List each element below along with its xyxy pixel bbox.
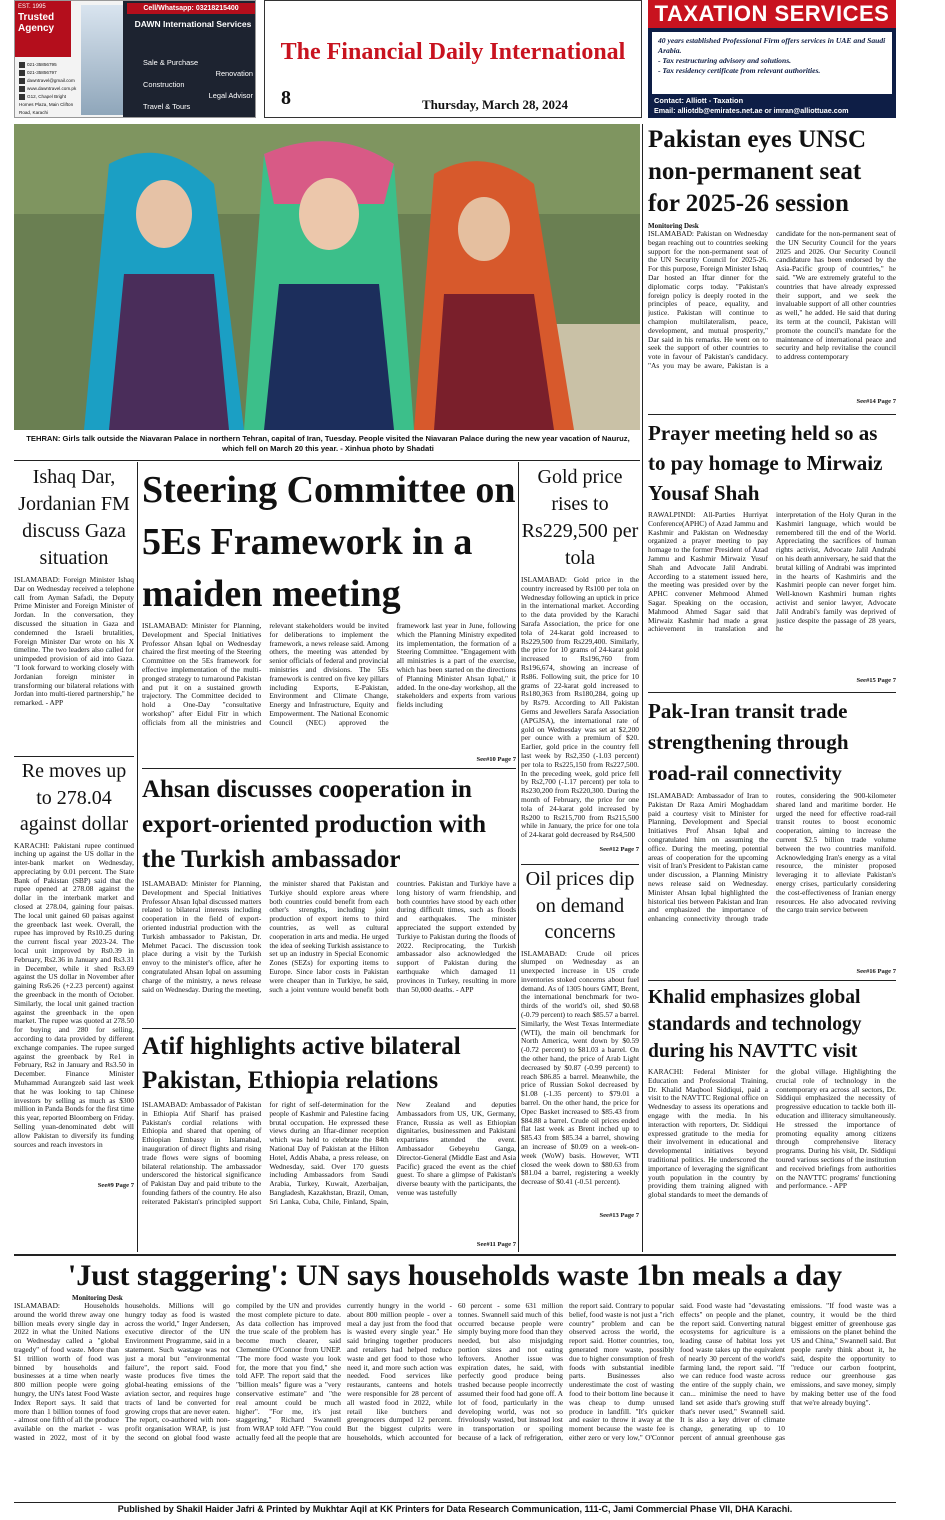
agency-phone-bar: Cell/Whatsapp: 03218215400 xyxy=(127,3,255,14)
newspaper-title: The Financial Daily International xyxy=(280,39,626,65)
agency-logo: EST. 1995 Trusted Agency xyxy=(15,1,71,57)
continuation-ref: See#16 Page 7 xyxy=(856,968,896,975)
headline-turkish: Ahsan discusses cooperation in export-oriented production with the Turkish ambassador xyxy=(142,776,486,873)
continuation-ref: See#10 Page 7 xyxy=(476,756,516,763)
masthead xyxy=(264,0,642,118)
article-body: ISLAMABAD: Gold price in the country increased by Rs100 per tola on Wednesday following an uptick in price in the international market. According to the data provided by the Karachi Sarafa Association, the price for one tola of 24-karat gold increased to Rs229,500 from Rs229,400. Similarly, the price for 10 grams of 24-karat gold increased to Rs196,760 from Rs196,674, showing an increase of Rs86. Following suit, the price for 10 grams of 22-karat gold increased to Rs180,363 from Rs180,284, going up by Rs79. According to All Pakistan Gems and Jewellers Sarafa Association (APGJSA), the international rate of gold on Wednesday was set at $2,200 per ounce with a premium of $20. Earlier, gold price in the country fell last week by Rs2,350 (-1.03 percent) per tola to Rs225,150 from Rs227,500. In the preceding week, gold price fell by Rs2,700 (-1.17 percent) per tola to Rs230,200 from Rs220,300. During the month of February, the price for one tola of 24-karat gold increased by Rs200 to Rs215,700 from Rs215,500 while in January, the price for one tola of 24-karat gold decreased by Rs4,500 xyxy=(521,576,639,840)
article-body: ISLAMABAD: Ambassador of Pakistan in Ethiopia Atif Sharif has praised Pakistan's cordial relations with Ethiopia and shared that opening of Ethiopian Embassy in Islamabad, inauguration of direct flights and rising trade flows were signs of booming bilateral relationship. The ambassador underscored the historical significance of Pakistan Day and paid tribute to the founding fathers of the country. He also reiterated Pakistan's principled support for right of self-determination for the people of Kashmir and Palestine facing brutal occupation. He expressed these views during an Iftar-dinner reception which was held to celebrate the 84th National Day of Pakistan at the Hilton Hotel, Addis Ababa, a press release, on Wednesday, said. Over 170 guests including Ambassadors from Saudi Arabia, Turkey, Kuwait, Azerbaijan, Bangladesh, Kazakhstan, Brazil, Oman, Sri Lanka, Cuba, Chile, Finland, Spain, New Zealand and deputies Ambassadors from US, UK, Germany, France, Russia as well as Ethiopian dignitaries, businessmen and Pakistani expatriates attended the event. Ambassador Gebeyehu Ganga, Director-General (Middle East and Asia Pacific) graced the event as the chief guest. To share a glimpse of Pakistan's diverse beauty with the participants, the venue was tastefully xyxy=(142,1101,516,1206)
photo-illustration xyxy=(14,124,640,430)
headline-unsc: Pakistan eyes UNSC non-permanent seat for 2025-26 session xyxy=(648,126,867,217)
article-body: ISLAMABAD: Minister for Planning, Development and Special Initiatives Professor Ahsan Iqbal on Wednesday chaired the first meeting of the Steering Committee on the 5Es framework for effective implementation of the multi-pronged strategy to turnaround Pakistan and put it on a sustained growth trajectory. The Committee decided to hold a One-Day "consultative workshop" after Eidul Fitr in which officials from all the ministries and relevant stakeholders would be invited for deliberations to implement the framework, a news release said. Among others, the meeting was attended by senior officials of federal and provincial ministries and divisions. The 5Es framework is centred on five key pillars including Exports, E-Pakistan, Environment and Climate Change, Energy and Infrastructure, Equity and Empowerment. The National Economic Council (NEC) approved the framework last year in June, following which the Planning Ministry expedited its implementation, the formation of a Steering Committee. "Engagement with all ministries is a part of the exercise, which has been started on the directions of Planning Minister Ahsan Iqbal," it added. In the one-day workshop, all the stakeholders and experts from various fields including xyxy=(142,622,516,727)
article-body: ISLAMABAD: Pakistan on Wednesday began reaching out to countries seeking support for the non-permanent seat of the UN Security Council for 2025-26. For this purpose, Foreign Minister Ishaq Dar hosted an Iftar dinner for the diplomatic corps today. "Pakistan's foreign policy is deeply rooted in the principles of peace, equality, and justice. Pakistan will continue to champion multilateralism, peace, development, and mutual prosperity," Dar said in his remarks. He went on to seek the support of other countries to vote in favour of Pakistan's candidacy. "As you may be aware, Pakistan is a candidate for the non-permanent seat of the UN Security Council for the years 2025 and 2026. Our Security Council candidature has been endorsed by the Asia-Pacific group of countries," he said. "We are extremely grateful to the countries that have already expressed their support, and we seek the invaluable support of all other countries as well," he added. He said that during its term at the council, Pakistan will promote the council's mandate for the maintenance of international peace and security and help revitalise the council to address contemporary xyxy=(648,230,896,370)
continuation-ref: See#14 Page 7 xyxy=(856,398,896,405)
continuation-ref: See#9 Page 7 xyxy=(97,1181,134,1189)
article-food-waste xyxy=(14,1258,896,1500)
article-body: ISLAMABAD: Crude oil prices slumped on Wednesday as an unexpected increase in US crude inventories stoked concerns about fuel demand. As of 1305 hours GMT, Brent, the international benchmark for two-thirds of the world's oil, shed $0.68 (-0.79 percent) to reach $85.57 a barrel. Similarly, the West Texas Intermediate (WTI), the main oil benchmark for North America, went down by $0.59 (-0.72 percent) to $81.03 a barrel. On the other hand, the price of Arab Light decreased by $0.87 (-0.99 percent) to reach $86.85 a barrel. Meanwhile, the price of Russian Sokol decreased by $1.08 (-1.35 percent) to $79.01 a barrel. On the other hand, the price for Opec Basket increased to $85.43 from $84.88 a barrel. Crude oil prices ended flat last week as Brent inched up to $85.43 from $85.34 a barrel, showing an increase of $0.09 on a week-on-week (WoW) basis. However, WTI closed the week down to $80.63 from $81.04 a barrel, registering a weekly decrease of $0.41 (-0.51 percent). xyxy=(521,949,639,1187)
headline-gaza: Ishaq Dar, Jordanian FM discuss Gaza situation xyxy=(18,466,130,569)
page-number: 8 xyxy=(281,87,291,109)
article-rupee xyxy=(14,758,134,1250)
email-icon xyxy=(19,78,25,84)
agency-company-name: DAWN International Services xyxy=(134,19,252,29)
article-body: RAWALPINDI: All-Parties Hurriyat Conference(APHC) of Azad Jammu and Kashmir and Pakistan on Wednesday organized a prayer meeting to pay homage to the former President of Azad Jammu and Kashmir Mirwaiz Yusuf Shah and Advocate Jalil Andrabi. According to a statement issued here, the meeting was presided over by the APHC convener Mehmood Ahmed Sagar. Speaking on the occasion, Mahmood Ahmed Sagar said that Mirwaiz Kashmir had made a great achievement in translation and interpretation of the Holy Quran in the Kashmiri language, which would be remembered till the end of the World. Appreciating the sacrifices of human rights activist, Advocate Jalil Andrabi on his death anniversary, he said that the brutal killing of Andrabi was imprinted in the hearts of Kashmiris and the Kashmiri people can never forget him. Well-known Kashmiri human rights activist and senior lawyer, Advocate Jalil Andrabi's family was deprived of justice despite the passage of 28 years, he xyxy=(648,511,896,634)
byline: Monitoring Desk xyxy=(72,1294,123,1302)
headline-steering: Steering Committee on 5Es Framework in a maiden meeting xyxy=(142,469,516,615)
headline-navttc: Khalid emphasizes global standards and technology during his NAVTTC visit xyxy=(648,987,862,1062)
byline: Monitoring Desk xyxy=(648,222,699,230)
ad-trusted-agency xyxy=(14,0,256,118)
tax-ad-title: TAXATION SERVICES xyxy=(648,0,896,28)
continuation-ref: See#15 Page 7 xyxy=(856,677,896,684)
article-unsc xyxy=(648,124,896,412)
article-body: ISLAMABAD: Ambassador of Iran to Pakistan Dr Raza Amiri Moghaddam paid a courtesy visit to Minister for Planning, Development and Special Initiatives Prof Ahsan Iqbal and congratulated him on assuming the office. During the meeting, potential areas of cooperation for the upcoming visit of Iran's President to Pakistan came under discussion, a Planning Ministry news release said on Wednesday. Minister Ahsan Iqbal highlighted the historical ties between Pakistan and Iran and emphasized the importance of enhancing connectivity through trade routes, considering the 900-kilometer shared land and maritime border. He urged the need for effective road-rail transit routes to boost economic cooperation, aiming to increase the current $2.5 billion trade volume between the two countries manifold. Acknowledging Iran's energy as a vital resource, the minister proposed leveraging it to alleviate Pakistan's energy crises, particularly considering the cost-effectiveness of Iranian energy resources. He also advocated reviving the cargo train service between xyxy=(648,792,896,924)
article-body: ISLAMABAD: Minister for Planning, Development and Special Initiatives Professor Ahsan Iqbal discussed matters related to bilateral interests including cooperation in the field of export-oriented industrial production with the Turkish ambassador to Pakistan, Dr. Mehmet Pacaci. The discussion took place during a visit by the Turkish envoy to the minister's office, after he congratulated Ahsan Iqbal on assuming charge of the ministry, a news release said on Wednesday. During the meeting, the minister shared that Pakistan and Turkiye should explore areas where both countries could benefit from each other's strengths, including joint production of export items to third countries, as well as cultural cooperation in arts and media. He urged the idea of seeking Turkish assistance to set up an industry in Special Economic Zones (SEZs) for exporting items to Europe. Since labor costs in Pakistan were cheaper than in Turkiye, he said, such a joint venture would benefit both countries. Pakistan and Turkiye have a long history of warm friendship, and both countries have stood by each other during difficult times, such as floods and earthquakes. The minister appreciated the support extended by Turkiye to Pakistan during the floods of 2022. Reciprocating, the Turkish ambassador also acknowledged the support of Pakistan during the earthquake which damaged 11 provinces in Turkey, resulting in more than 50,000 deaths. - APP xyxy=(142,880,516,994)
continuation-ref: See#11 Page 7 xyxy=(476,1241,516,1248)
article-gold xyxy=(521,464,639,864)
phone-icon xyxy=(19,62,25,68)
location-icon xyxy=(19,94,25,100)
lead-photo xyxy=(14,124,640,430)
article-pak-iran xyxy=(648,696,896,976)
building-illustration xyxy=(81,5,123,115)
issue-date: Thursday, March 28, 2024 xyxy=(421,97,569,112)
article-ethiopia xyxy=(142,1030,516,1252)
article-body: KARACHI: Pakistani rupee continued inching up against the US dollar in the inter-bank market on Wednesday, appreciating by 0.01 percent. The State Bank of Pakistan (SBP) said that the rupee opened at 278.08 against the dollar in the interbank market and closed at 278.04, gaining four paisas. The local unit gained 60 paisas against the greenback last week. Overall, the rupee has improved by Rs10.25 during the current fiscal year 2023-24. The local unit improved by Rs0.39 in February, Rs2.36 in January and Rs3.31 in December, while it shed Rs3.69 against the US dollar in November after gaining Rs6.26 (+2.23 percent) against the greenback in the month of October. Similarly, the local unit gained traction against the greenback in the open market. The rupee was quoted at 278.50 for buying and 280 for selling, according to data provided by different exchange companies. The rupee surged against the greenback by Re1 in February, Rs2 in January and Rs3.50 in December. Finance Minister Muhammad Aurangzeb said last week that he was looking to tap Chinese investors by selling as much as $300 million in Panda Bonds for the first time this year, reported Bloomberg on Friday. Selling yuan-denominated debt will allow Pakistan to diversify its funding sources and reach investors in xyxy=(14,841,134,1149)
photo-caption: TEHRAN: Girls talk outside the Niavaran Palace in northern Tehran, capital of Iran, Tuesday. People visited the Niavaran Palace during the new year vacation of Nauruz, which fell on March 20 this year. - Xinhua photo by Shadati xyxy=(26,434,630,453)
continuation-ref: See#13 Page 7 xyxy=(599,1211,639,1219)
headline-pak-iran: Pak-Iran transit trade strengthening through road-rail connectivity xyxy=(648,699,849,785)
article-steering-committee xyxy=(142,464,516,764)
agency-services: Sale & Purchase Renovation Construction Legal Advisor Travel & Tours xyxy=(143,58,253,111)
article-prayer-meeting xyxy=(648,418,896,688)
headline-oil: Oil prices dip on demand concerns xyxy=(525,868,635,943)
imprint-footer: Published by Shakil Haider Jafri & Printed by Mukhtar Aqil at KK Printers for Data Research Communication, 111-C, Jami Commercial Phase VII, DHA Karachi. xyxy=(117,1504,793,1514)
headline-gold: Gold price rises to Rs229,500 per tola xyxy=(521,466,639,569)
headline-food-waste: 'Just staggering': UN says households waste 1bn meals a day xyxy=(67,1259,843,1292)
article-body: ISLAMABAD: Foreign Minister Ishaq Dar on Wednesday received a telephone call from Ayman Safadi, the Deputy Prime Minister and Foreign Minister of Jordan. In the conversation, they discussed the situation in Gaza and condemned the Israeli brutalities, Foreign Minister Dar wrote on his X timeline. The two leaders also called for unimpeded provision of aid into Gaza. "I look forward to working closely with Jordanian foreign minister in transforming our bilateral relations with Jordan into multi-tiered partnership," he remarked. - APP xyxy=(14,576,134,708)
continuation-ref: See#12 Page 7 xyxy=(599,846,639,853)
article-gaza xyxy=(14,464,134,754)
phone-icon xyxy=(19,70,25,76)
article-body: ISLAMABAD: Households around the world threw away one billion meals every single day in 2022 in what the United Nations on Wednesday called a "global tragedy" of food waste. More than $1 trillion worth of food was binned by households and businesses at a time when nearly 800 million people were going hungry, the UN's latest Food Waste Index Report says. It said that more than 1 billion tonnes of food - almost one fifth of all the produce available on the market - was wasted in 2022, most of it by households. Millions will go hungry today as food is wasted across the world," Inger Andersen, executive director of the UN Environment Programme, said in a statement. Such wastage was not just a moral but "environmental failure", the report said. Food waste produces five times the global-heating emissions of the aviation sector, and requires huge tracts of land be converted for growing crops that are never eaten. The report, co-authored with non-profit organisation WRAP, is just the second on global food waste compiled by the UN and provides the most complete picture to date. As data collection has improved the true scale of the problem has become much clearer, said Clementine O'Connor from UNEP. "The more food waste you look for, the more that you find," she told AFP. The report said that the "billion meals" figure was a "very conservative estimate" and "the real amount could be much higher". "For me, it's just staggering," Richard Swannell from WRAP told AFP. "You could actually feed all the people that are currently hungry in the world - about 800 million people - over a meal a day just from the food that is wasted every single year." He said bringing together producers and retailers had helped reduce waste and get food to those who need it, and more such action was needed. Food services like restaurants, canteens and hotels were responsible for 28 percent of all wasted food in 2022, while retail like butchers and greengrocers dumped 12 percent. But the biggest culprits were households, which accounted for 60 percent - some 631 million tonnes. Swannell said much of this occurred because people were simply buying more food than they needed, but also misjudging portion sizes and not eating leftovers. Another issue was expiration dates, he said, with perfectly good produce being trashed because people incorrectly assumed their food had gone off. A lot of food, particularly in the developing world, was not so frivolously wasted, but instead lost in transportation or spoiling because of a lack of refrigeration, the report said. Contrary to popular belief, food waste is not just a "rich country" problem and can be observed across the world, the report said. Hotter countries, too, generated more waste, possibly due to higher consumption of fresh foods with substantial inedible parts. Businesses also underestimate the cost of wasting food to their bottom line because it was cheap to dump unused produce in landfill. "It's quicker and easier to throw it away at the moment because the waste fee is either zero or very low," O'Connor said. Food waste had "devastating effects" on people and the planet, the report said. Converting natural ecosystems for agriculture is a leading cause of habitat loss yet food waste takes up the equivalent of nearly 30 percent of the world's farming land, the report said. "If we can reduce food waste across the entire of the supply chain, we can... minimise the need to have land set aside that's growing stuff that's never used," Swannell said. It is also a key driver of climate change, generating up to 10 percent of annual greenhouse gas emissions. "If food waste was a country, it would be the third biggest emitter of greenhouse gas emissions on the planet behind the US and China," Swannell said. But people rarely think about it, he said, despite the opportunity to "reduce our carbon footprint, reduce our greenhouse gas emissions, and save money, simply by making better use of the food that we're already buying". xyxy=(14,1302,896,1442)
agency-contact-list: 021-35856795 021-35856797 dawntravel@gmail.com www.dawntravel.com.pk G12, Chapel Bright Homes Plaza, Main Clifton Road, Karachi xyxy=(19,62,77,115)
headline-ethiopia: Atif highlights active bilateral Pakistan, Ethiopia relations xyxy=(142,1033,461,1094)
headline-rupee: Re moves up to 278.04 against dollar xyxy=(19,760,129,835)
headline-prayer: Prayer meeting held so as to pay homage to Mirwaiz Yousaf Shah xyxy=(648,421,883,505)
article-navttc xyxy=(648,984,896,1252)
ad-taxation-services: TAXATION SERVICES 40 years established Professional Firm offers services in UAE and Saudi Arabia. - Tax restructuring advisory and solutions. - Tax residency certificate from relevant authorities. Contact: Alliott - Taxation Email: alliotdb@emirates.net.ae or imran@alliottuae.com xyxy=(648,0,896,118)
article-turkish-ambassador xyxy=(142,772,516,1024)
article-body: KARACHI: Federal Minister for Education and Professional Training, Dr. Khalid Maqbool Siddiqui, paid a visit to the NAVTTC Regional office on Wednesday to assess its operations and engage with the media. In his interaction with reporters, Dr. Siddiqui expressed gratitude to the media for their involvement in educational and developmental initiatives beyond traditional politics. He underscored the importance of leveraging the significant youth population in the country by providing them training aligned with global standards to meet the demands of the global village. Highlighting the crucial role of technology in the contemporary era across all sectors, Dr. Siddiqui emphasized the necessity of progressive education to tackle both ill-education and illiteracy simultaneously. He stressed the importance of promoting equality among citizens through comprehensive literacy programs. During his visit, Dr. Siddiqui toured various sections of the institution and received briefings from authorities on the NAVTTC programs' functioning and performance. - APP xyxy=(648,1068,896,1200)
article-oil xyxy=(521,866,639,1252)
web-icon xyxy=(19,86,25,92)
